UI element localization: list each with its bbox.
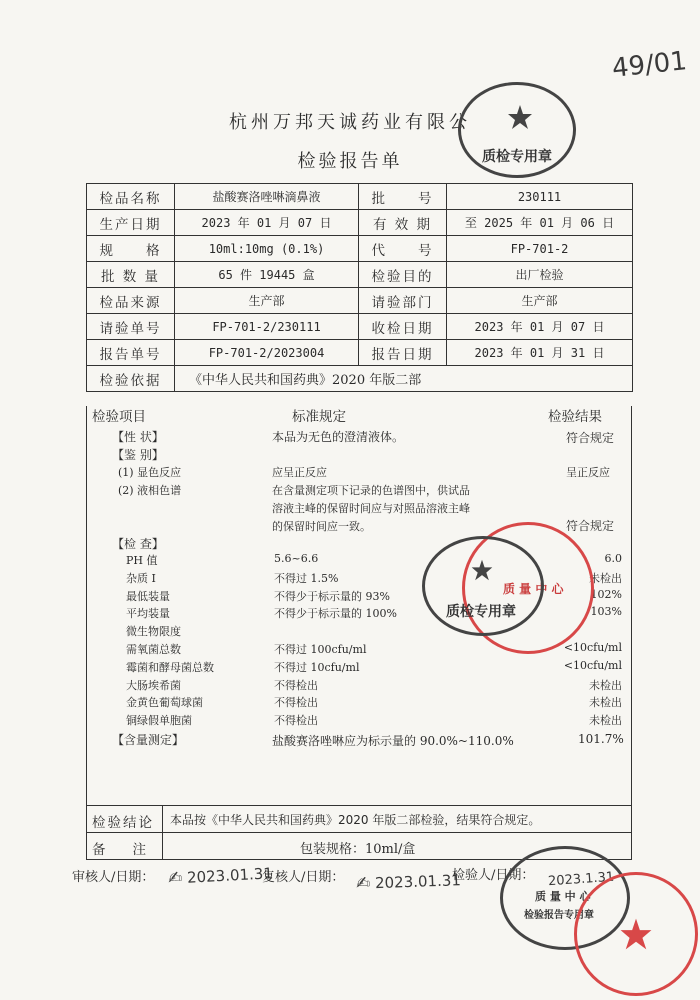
- check-item: 霉菌和酵母菌总数: [126, 660, 214, 674]
- col-header-standard: 标准规定: [292, 409, 346, 425]
- header-value: FP-701-2/230111: [175, 314, 359, 340]
- header-label: 有 效 期: [359, 210, 447, 236]
- ident2-standard-2: 溶液主峰的保留时间应与对照品溶液主峰: [272, 502, 470, 515]
- col-header-item: 检验项目: [92, 409, 146, 425]
- qc-seal-top-label: 质检专用章: [482, 149, 552, 165]
- col-header-result: 检验结果: [548, 409, 602, 425]
- header-label: 请验单号: [87, 314, 175, 340]
- remarks-text: 包装规格：10ml/盒: [300, 842, 416, 857]
- section-appearance: 【性 状】: [112, 430, 164, 444]
- page-number-handwritten: 49/01: [610, 46, 689, 84]
- ident2-standard-3: 的保留时间应一致。: [272, 520, 371, 533]
- basis-row: [87, 366, 633, 392]
- check-standard: 不得过 1.5%: [274, 571, 339, 585]
- quality-center-seal-bottom-text: 质 量 中 心: [535, 890, 591, 903]
- assay-standard: 盐酸赛洛唑啉应为标示量的 90.0%~110.0%: [272, 734, 514, 748]
- header-value: 2023 年 01 月 07 日: [447, 314, 633, 340]
- check-result: 未检出: [589, 696, 622, 710]
- check-standard: 不得少于标示量的 100%: [274, 607, 397, 621]
- check-item: 微生物限度: [126, 625, 181, 639]
- check-item: 需氧菌总数: [126, 643, 181, 656]
- checker-signature: ✍ 2023.01.31: [355, 871, 462, 894]
- header-row: [87, 236, 633, 262]
- check-result: 102%: [590, 587, 622, 601]
- check-item: 平均装量: [126, 607, 170, 621]
- seal-emblem-icon: [506, 103, 534, 131]
- company-name: 杭州万邦天诚药业有限公: [229, 112, 471, 133]
- ident1-item: (1) 显色反应: [118, 466, 182, 479]
- header-label: 生产日期: [87, 210, 175, 236]
- quality-center-seal-bottom-sub: 检验报告专用章: [524, 910, 594, 921]
- ident2-result: 符合规定: [566, 519, 615, 533]
- ident2-standard-1: 在含量测定项下记录的色谱图中，供试品: [272, 484, 470, 497]
- check-item: PH 值: [126, 554, 158, 567]
- check-result: 6.0: [604, 552, 622, 565]
- header-value: 230111: [447, 184, 633, 210]
- header-table: [86, 183, 633, 392]
- divider-conclusion: [86, 805, 632, 806]
- check-standard: 不得检出: [274, 696, 318, 710]
- check-result: <10cfu/ml: [563, 658, 622, 672]
- header-label: 批 号: [359, 184, 447, 210]
- header-value: 生产部: [175, 288, 359, 314]
- reviewer-signature: ✍ 2023.01.31: [167, 864, 274, 889]
- header-row: [87, 340, 633, 366]
- header-row: [87, 314, 633, 340]
- header-value: 2023 年 01 月 31 日: [447, 340, 633, 366]
- header-label: 报告日期: [359, 340, 447, 366]
- checker-label: 复核人/日期：: [262, 870, 345, 885]
- inspector-signature: 2023.1.31: [547, 869, 615, 890]
- header-value: 2023 年 01 月 07 日: [175, 210, 359, 236]
- qc-seal-middle-label: 质检专用章: [446, 604, 516, 620]
- header-label: 检品名称: [87, 184, 175, 210]
- header-value: 10ml:10mg (0.1%): [175, 236, 359, 262]
- header-row: [87, 210, 633, 236]
- appearance-result: 符合规定: [566, 431, 615, 445]
- ident1-result: 呈正反应: [566, 466, 610, 479]
- check-result: 103%: [590, 605, 622, 619]
- appearance-standard: 本品为无色的澄清液体。: [272, 430, 405, 444]
- check-result: 未检出: [589, 714, 622, 728]
- header-label: 收检日期: [359, 314, 447, 340]
- header-row: [87, 288, 633, 314]
- header-label: 检品来源: [87, 288, 175, 314]
- ident1-standard: 应呈正反应: [272, 466, 327, 479]
- header-value: 盐酸赛洛唑啉滴鼻液: [175, 184, 359, 210]
- check-standard: 5.6~6.6: [274, 552, 319, 565]
- check-standard: 不得检出: [274, 714, 318, 728]
- header-row: [87, 184, 633, 210]
- check-item: 大肠埃希菌: [126, 678, 181, 692]
- check-item: 金黄色葡萄球菌: [126, 696, 203, 710]
- basis-value: 《中华人民共和国药典》2020 年版二部: [175, 366, 633, 392]
- divider-vertical: [162, 805, 163, 860]
- section-identification: 【鉴 别】: [112, 448, 164, 462]
- check-item: 最低装量: [126, 589, 170, 603]
- assay-result: 101.7%: [578, 732, 624, 746]
- reviewer-label: 审核人/日期：: [72, 870, 155, 885]
- check-item: 铜绿假单胞菌: [126, 714, 192, 728]
- header-value: 65 件 19445 盒: [175, 262, 359, 288]
- check-result: 未检出: [589, 678, 622, 692]
- header-value: FP-701-2: [447, 236, 633, 262]
- divider-remarks: [86, 832, 632, 833]
- check-standard: 不得过 10cfu/ml: [274, 660, 360, 674]
- header-label: 规 格: [87, 236, 175, 262]
- check-standard: 不得过 100cfu/ml: [274, 643, 367, 656]
- check-result: <10cfu/ml: [563, 641, 622, 654]
- remarks-label: 备 注: [92, 842, 146, 858]
- check-item: 杂质 I: [126, 571, 156, 585]
- header-value: FP-701-2/2023004: [175, 340, 359, 366]
- check-standard: 不得检出: [274, 678, 318, 692]
- header-label: 检验目的: [359, 262, 447, 288]
- header-label: 代 号: [359, 236, 447, 262]
- quality-center-seal-text: 质 量 中 心: [503, 582, 564, 596]
- check-standard: 不得少于标示量的 93%: [274, 589, 390, 603]
- conclusion-text: 本品按《中华人民共和国药典》2020 年版二部检验，结果符合规定。: [170, 813, 541, 827]
- inspector-label: 检验人/日期：: [452, 868, 535, 883]
- header-row: [87, 262, 633, 288]
- header-label: 请验部门: [359, 288, 447, 314]
- header-value: 至 2025 年 01 月 06 日: [447, 210, 633, 236]
- header-value: 生产部: [447, 288, 633, 314]
- section-assay: 【含量测定】: [112, 733, 185, 747]
- seal-emblem-icon: [470, 558, 494, 582]
- basis-label: 检验依据: [87, 366, 175, 392]
- document-title: 检验报告单: [297, 151, 403, 172]
- ident2-item: (2) 液相色谱: [118, 484, 182, 497]
- qc-seal-middle: [422, 536, 544, 636]
- conclusion-label: 检验结论: [92, 815, 154, 831]
- header-label: 批 数 量: [87, 262, 175, 288]
- star-icon: [618, 916, 654, 952]
- check-result: 未检出: [589, 571, 622, 585]
- header-label: 报告单号: [87, 340, 175, 366]
- section-checks: 【检 查】: [112, 537, 164, 551]
- header-value: 出厂检验: [447, 262, 633, 288]
